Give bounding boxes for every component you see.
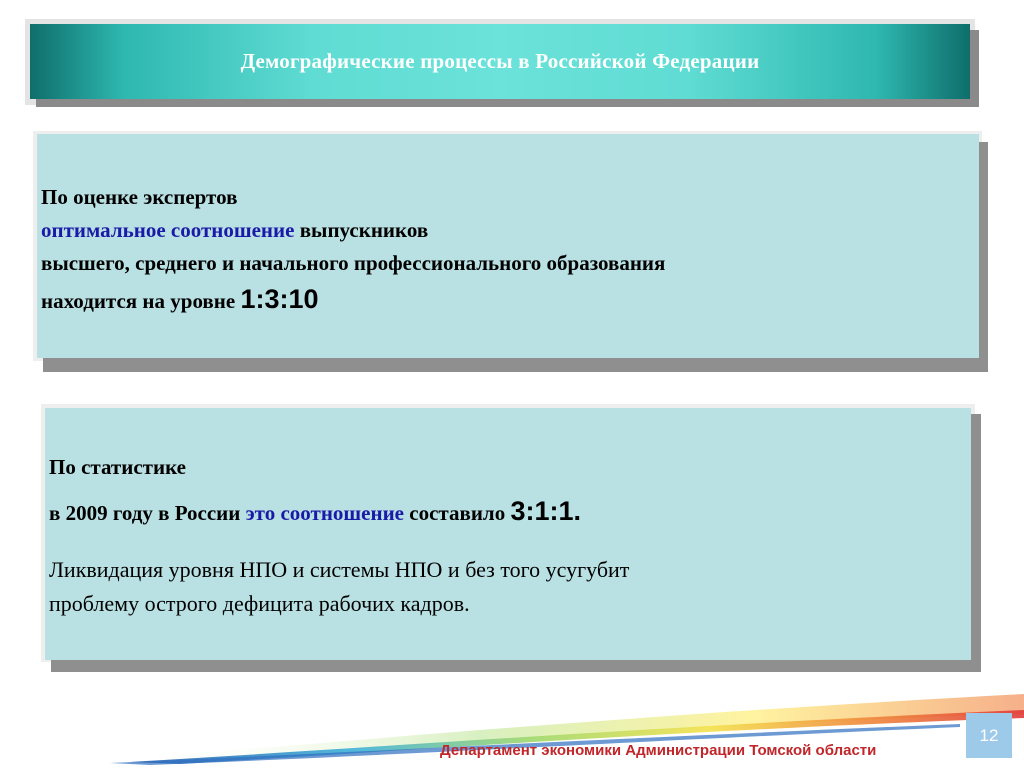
expert-line-2 bbox=[41, 218, 428, 242]
expert-line-4 bbox=[41, 284, 319, 314]
page-number-badge bbox=[966, 713, 1012, 758]
stats-line-1 bbox=[49, 455, 186, 479]
optimal-ratio-value: 1:3:10 bbox=[240, 284, 319, 314]
department-name: Департамент экономики Администрации Томской области bbox=[440, 742, 877, 759]
stats-line-2 bbox=[49, 496, 581, 526]
expert-intro: По оценке экспертов bbox=[41, 185, 238, 209]
education-levels: высшего, среднего и начального профессионального образования bbox=[41, 251, 666, 275]
workforce-deficit-text: проблему острого дефицита рабочих кадров. bbox=[49, 591, 470, 616]
expert-line-1 bbox=[41, 185, 237, 209]
year-text: в 2009 году в России bbox=[49, 501, 246, 525]
level-text: находится на уровне bbox=[41, 289, 241, 313]
stats-intro: По статистике bbox=[49, 455, 186, 479]
title-bar bbox=[30, 24, 970, 99]
npo-liquidation-text: Ликвидация уровня НПО и системы НПО и без того усугубит bbox=[49, 557, 630, 582]
amounted-word: составило bbox=[404, 501, 511, 525]
panel-expert-estimate bbox=[37, 134, 979, 358]
expert-line-3 bbox=[41, 251, 665, 275]
optimal-ratio-phrase: оптимальное соотношение bbox=[41, 218, 295, 242]
stats-line-4 bbox=[49, 592, 470, 616]
actual-ratio-value: 3:1:1. bbox=[510, 496, 581, 526]
graduates-word: выпускников bbox=[294, 218, 429, 242]
this-ratio-phrase: это соотношение bbox=[245, 501, 405, 525]
panel-statistics bbox=[45, 408, 971, 660]
page-number: 12 bbox=[979, 725, 999, 745]
slide-title: Демографические процессы в Российской Федерации bbox=[240, 49, 760, 73]
stats-line-3 bbox=[49, 558, 629, 582]
